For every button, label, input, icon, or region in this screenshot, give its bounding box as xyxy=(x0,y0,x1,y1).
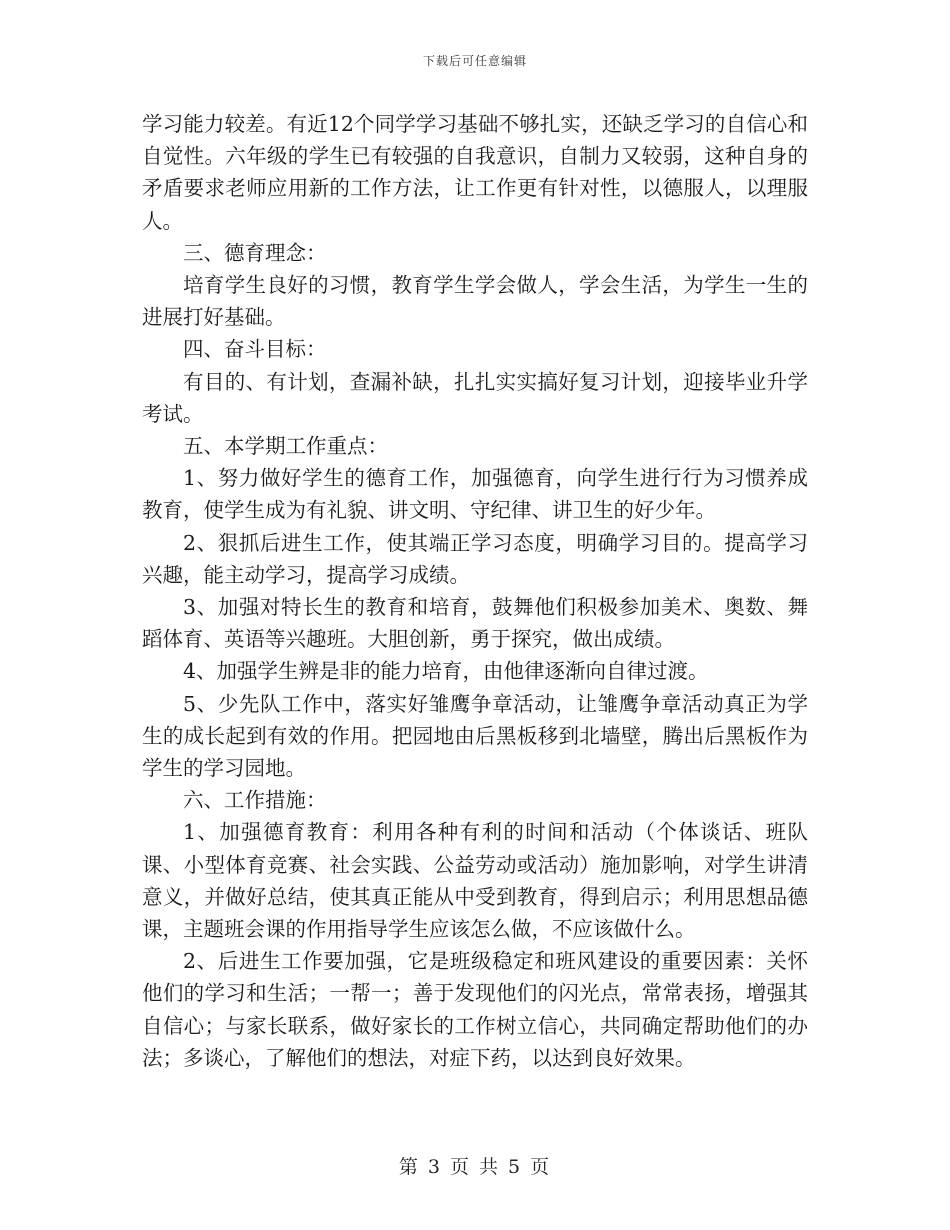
page-number: 第 3 页 共 5 页 xyxy=(398,1156,552,1178)
section-heading: 四、奋斗目标： xyxy=(183,337,327,362)
list-item: 3、加强对特长生的教育和培育，鼓舞他们积极参加美术、奥数、舞蹈体育、英语等兴趣班。大胆创新，勇于探究，做出成绩。 xyxy=(142,595,808,652)
page-header: 下载后可任意编辑 xyxy=(422,54,527,68)
list-item: 4、加强学生辨是非的能力培育，由他律逐渐向自律过渡。 xyxy=(183,659,709,684)
list-item: 1、加强德育教育：利用各种有利的时间和活动（个体谈话、班队课、小型体育竞赛、社会实践、公益劳动或活动）施加影响，对学生讲清意义，并做好总结，使其真正能从中受到教育，得到启示；利用思想品德课，主题班会课的作用指导学生应该怎么做，不应该做什么。 xyxy=(142,820,808,942)
list-item: 2、后进生工作要加强，它是班级稳定和班风建设的重要因素：关怀他们的学习和生活；一帮一；善于发现他们的闪光点，常常表扬，增强其自信心；与家长联系，做好家长的工作树立信心，共同确定帮助他们的办法；多谈心，了解他们的想法，对症下药，以达到良好效果。 xyxy=(142,949,808,1070)
paragraph: 培育学生良好的习惯，教育学生学会做人，学会生活，为学生一生的进展打好基础。 xyxy=(142,273,808,330)
section-heading: 六、工作措施： xyxy=(183,788,327,813)
paragraph: 学习能力较差。有近12个同学学习基础不够扎实，还缺乏学习的自信心和自觉性。六年级的学生已有较强的自我意识，自制力又较弱，这种自身的矛盾要求老师应用新的工作方法，让工作更有针对性，以德服人，以理服人。 xyxy=(142,112,808,233)
section-heading: 三、德育理念： xyxy=(183,240,327,265)
list-item: 1、努力做好学生的德育工作，加强德育，向学生进行行为习惯养成教育，使学生成为有礼貌、讲文明、守纪律、讲卫生的好少年。 xyxy=(142,466,808,523)
list-item: 5、少先队工作中，落实好雏鹰争章活动，让雏鹰争章活动真正为学生的成长起到有效的作用。把园地由后黑板移到北墙壁，腾出后黑板作为学生的学习园地。 xyxy=(142,691,808,781)
list-item: 2、狠抓后进生工作，使其端正学习态度，明确学习目的。提高学习兴趣，能主动学习，提高学习成绩。 xyxy=(142,530,808,587)
paragraph: 有目的、有计划，查漏补缺，扎扎实实搞好复习计划，迎接毕业升学考试。 xyxy=(142,369,808,426)
section-heading: 五、本学期工作重点： xyxy=(183,434,388,459)
document-body xyxy=(142,108,808,1074)
